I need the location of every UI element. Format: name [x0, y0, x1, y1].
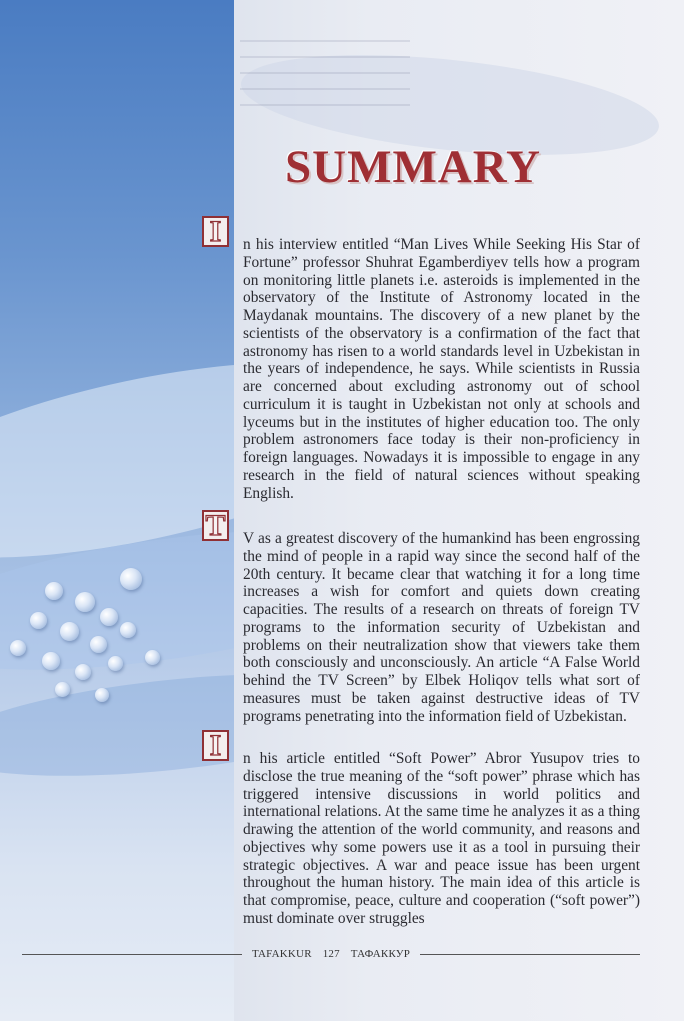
page-number: 127	[322, 948, 340, 960]
drop-cap	[202, 510, 229, 541]
footer-text	[242, 948, 420, 960]
footer-magazine-cyrillic: ТАФАККУР	[350, 948, 411, 960]
bead	[45, 582, 63, 600]
summary-paragraph: n his article entitled “Soft Power” Abror Yusupov tries to disclose the true meaning of the “soft power” phrase which has triggered intensive discussions in world politics and international relations. At the same time he analyzes it as a thing drawing the attention of the world community, and reasons and objectives why some powers use it as a tool in pursuing their strategic objectives. A war and peace issue has been urgent throughout the human history. The main idea of this article is that compromise, peace, culture and cooperation (“soft power”) must dominate over struggles	[243, 750, 640, 927]
summary-paragraph: V as a greatest discovery of the humankind has been engrossing the mind of people in a rapid way since the second half of the 20th century. It became clear that watching it for a long time increases a wish for comfort and quiets down creating capacities. The results of a research on threats of foreign TV programs to the information security of Uzbekistan and problems on their neutralization show that viewers take them both consciously and unconsciously. An article “A False World behind the TV Screen” by Elbek Holiqov tells what sort of measures must be taken against destructive ideas of TV programs penetrating into the information field of Uzbekistan.	[243, 530, 640, 725]
bead	[30, 612, 47, 629]
bead	[120, 622, 136, 638]
bead	[75, 592, 95, 612]
drop-cap-letter: I	[209, 214, 222, 248]
drop-cap	[202, 730, 229, 761]
summary-paragraph: n his interview entitled “Man Lives While Seeking His Star of Fortune” professor Shuhrat Egamberdiyev tells how a program on monitoring little planets i.e. asteroids is implemented in the observatory of the Institute of Astronomy located in the Maydanak mountains. The discovery of a new planet by the scientists of the observatory is a confirmation of the fact that astronomy has risen to a world standards level in Uzbekistan in the years of independence, he says. While scientists in Russia are concerned about excluding astronomy out of school curriculum it is taught in Uzbekistan not only at schools and lyceums but in the institutes of higher education too. The only problem astronomers face today is their non-proficiency in foreign languages. Nowadays it is impossible to engage in any research in the field of natural sciences without speaking English.	[243, 236, 640, 502]
bead	[60, 622, 79, 641]
drop-cap	[202, 216, 229, 247]
bead	[95, 688, 109, 702]
bead	[42, 652, 60, 670]
page-footer	[22, 944, 640, 964]
bead	[10, 640, 26, 656]
bead	[75, 664, 91, 680]
bead	[55, 682, 70, 697]
bead	[145, 650, 160, 665]
bead	[90, 636, 107, 653]
bead	[108, 656, 123, 671]
bead-cluster-image	[0, 560, 200, 720]
decorative-photo-band	[0, 0, 234, 1021]
drop-cap-letter: T	[205, 508, 226, 542]
show-through-text	[240, 40, 440, 140]
footer-rule	[22, 954, 242, 955]
drop-cap-letter: I	[209, 728, 222, 762]
bead	[120, 568, 142, 590]
footer-magazine-latin: TAFAKKUR	[251, 948, 312, 960]
bead	[100, 608, 118, 626]
page-title: SUMMARY	[285, 141, 541, 193]
footer-rule	[420, 954, 640, 955]
